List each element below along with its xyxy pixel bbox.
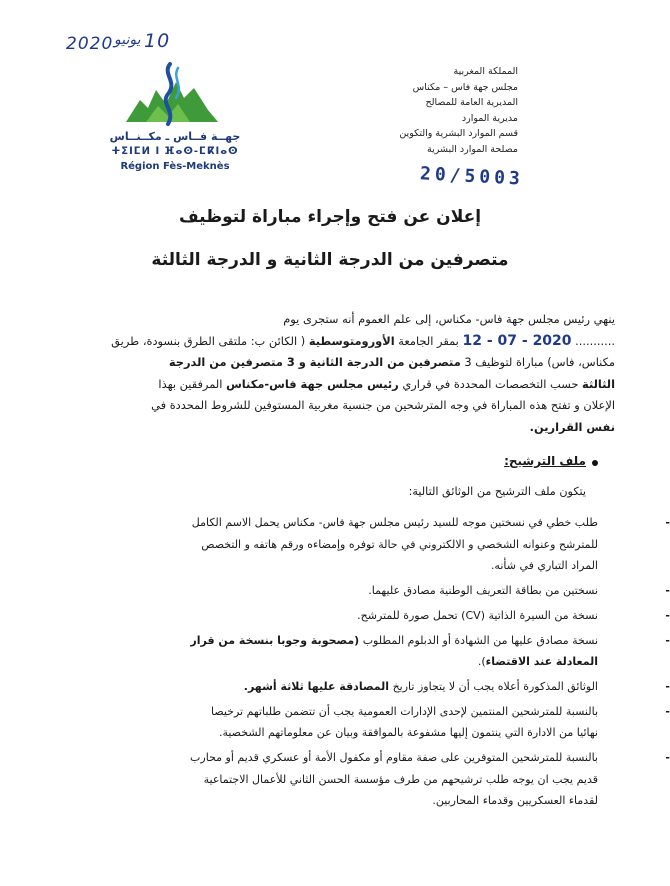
- announcement-bold-text: الثالثة: [582, 376, 615, 391]
- announcement-text: ( الكائن ب: ملتقى الطرق بنسودة، طريق: [111, 333, 306, 348]
- announcement-paragraph: [60, 309, 615, 438]
- logo-tifinagh-name: ⵜⵉⵏⵎⵍ ⵏ ⴼⴰⵙ-ⵎⴽⵏⴰⵙ: [111, 146, 239, 157]
- list-item-text: نهائيا من الادارة التي ينتمون إليها مشفوعة بالموافقة وبيان عن معلوماتهم الشخصية.: [218, 726, 598, 740]
- section-intro: يتكون ملف الترشيح من الوثائق التالية:: [408, 485, 586, 498]
- dotted-leader: ...........: [575, 333, 615, 348]
- announcement-line: نفس القرارين.: [529, 419, 615, 434]
- admin-line: المملكة المغربية: [453, 66, 518, 77]
- list-item-text: [60, 651, 598, 673]
- list-item: [60, 630, 670, 673]
- administrative-header: [328, 64, 518, 158]
- logo-arabic-name: جهــة فــاس ـ مكــنــاس: [109, 130, 241, 143]
- handwritten-date-year: 2020: [66, 34, 114, 54]
- announcement-bold-text: رئيس مجلس جهة فاس-مكناس: [226, 376, 399, 391]
- announcement-line: [60, 374, 615, 396]
- list-item-text: نسخة من السيرة الذاتية (CV) تحمل صورة للمترشح.: [357, 608, 598, 622]
- list-item-text: المراد التباري في شأنه.: [490, 559, 598, 573]
- handwritten-date-month: يونيو: [114, 32, 141, 48]
- section-title: ملف الترشيح:: [504, 454, 586, 468]
- dash-bullet-icon: -: [665, 608, 670, 622]
- bullet-icon: [592, 460, 598, 466]
- dash-bullet-icon: -: [665, 704, 670, 718]
- document-title-line-1: إعلان عن فتح وإجراء مباراة لتوظيف: [178, 207, 482, 227]
- list-item-text: طلب خطي في نسختين موجه للسيد رئيس مجلس جهة فاس- مكناس يحمل الاسم الكامل: [191, 516, 598, 529]
- document-title-line-2: متصرفين من الدرجة الثانية و الدرجة الثالثة: [151, 250, 509, 270]
- announcement-line: الإعلان و تفتح هذه المباراة في وجه المترشحين من جنسية مغربية المستوفين للشروط المحددة في: [151, 398, 615, 412]
- list-item-bold-text: المعادلة عند الاقتضاء: [485, 655, 598, 669]
- list-item: [60, 512, 670, 577]
- exam-date-handwritten: 12 - 07 - 2020: [462, 332, 572, 349]
- announcement-text: المرفقين بهذا: [158, 376, 223, 391]
- list-item-bold-text: المصادقة عليها ثلاثة أشهر.: [243, 679, 390, 693]
- announcement-line: ينهي رئيس مجلس جهة فاس- مكناس، إلى علم العموم أنه ستجرى يوم: [283, 312, 615, 326]
- list-item-bold-text: (مصحوبة وجوبا بنسخة من قرار: [190, 633, 360, 647]
- list-item-text: [60, 630, 598, 652]
- list-item-text-part: ).: [477, 655, 486, 669]
- region-logo: [100, 60, 250, 210]
- list-item: [60, 605, 670, 627]
- announcement-bold-text: متصرفين من الدرجة الثانية و 3 متصرفين من الدرجة: [168, 355, 461, 369]
- dash-bullet-icon: -: [665, 633, 670, 647]
- dash-bullet-icon: -: [665, 679, 670, 693]
- list-item-text-part: نسخة مصادق عليها من الشهادة أو الدبلوم المطلوب: [362, 633, 598, 647]
- list-item: [60, 676, 670, 698]
- list-item-text: [60, 676, 598, 698]
- handwritten-date-day: 10: [144, 30, 171, 52]
- dash-bullet-icon: -: [665, 751, 670, 765]
- reference-number: 20/5003: [419, 163, 525, 190]
- list-item: [60, 701, 670, 744]
- list-item-text: قديم يجب ان يوجه طلب ترشيحهم من طرف مؤسسة الحسن الثاني للأعمال الاجتماعية: [203, 772, 598, 786]
- announcement-text: مكناس، فاس) مباراة لتوظيف 3: [464, 355, 615, 369]
- admin-line: قسم الموارد البشرية والتكوين: [399, 128, 518, 140]
- handwritten-date: [66, 30, 176, 58]
- list-item-text: بالنسبة للمترشحين المتوفرين على صفة مقاوم أو مكفول الأمة أو عسكري قديم أو محارب: [190, 751, 598, 765]
- logo-emblem-icon: [118, 60, 228, 130]
- admin-line: المديرية العامة للمصالح: [425, 97, 518, 109]
- list-item-text: للمترشح وعنوانه الشخصي و الالكتروني في حالة توفره وإمضاءه ورقم هاتفه و التخصص: [201, 537, 598, 551]
- announcement-text: حسب التخصصات المحددة في قراري: [402, 376, 579, 391]
- announcement-line: [60, 352, 615, 374]
- university-name: الأورومتوسطية: [308, 333, 395, 348]
- list-item-text: بالنسبة للمترشحين المنتمين لإحدى الإدارات العمومية يجب أن تتضمن طلباتهم ترخيصا: [210, 704, 598, 718]
- documents-list: [60, 512, 670, 815]
- list-item-text: لقدماء العسكريين وقدماء المحاربين.: [432, 794, 598, 808]
- list-item-text-part: الوثائق المذكورة أعلاه يجب أن لا يتجاوز تاريخ: [392, 679, 598, 693]
- list-item: [60, 747, 670, 812]
- dash-bullet-icon: -: [665, 516, 670, 529]
- admin-line: مصلحة الموارد البشرية: [427, 143, 518, 155]
- dash-bullet-icon: -: [665, 584, 670, 598]
- admin-line: مديرية الموارد: [461, 112, 518, 124]
- admin-line: مجلس جهة فاس – مكناس: [412, 81, 518, 93]
- list-item-text: نسختين من بطاقة التعريف الوطنية مصادق عليهما.: [368, 584, 598, 598]
- announcement-line: [60, 331, 615, 353]
- list-item: [60, 580, 670, 602]
- announcement-text: بمقر الجامعة: [398, 333, 459, 348]
- logo-french-name: Région Fès-Meknès: [120, 161, 230, 172]
